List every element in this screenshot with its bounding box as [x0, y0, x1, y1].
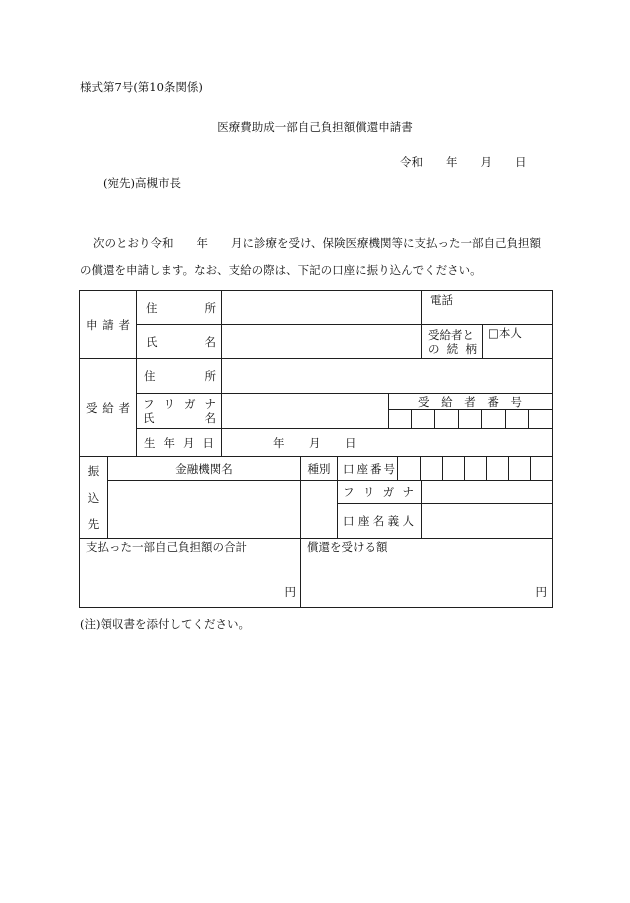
label-char: 受: [86, 400, 98, 415]
applicant-section-label: [86, 318, 130, 332]
label-char: リ: [163, 397, 175, 411]
applicant-phone-label: 電話: [430, 293, 453, 307]
label-char: フ: [343, 485, 355, 499]
recipient-number-digit-box: [434, 409, 459, 429]
relationship-label-line-1: 受給者と: [428, 327, 474, 342]
bank-name-label: 金融機関名: [175, 461, 233, 476]
label-char: 氏: [146, 334, 158, 349]
applicant-address-label-cell: [136, 290, 222, 325]
total-paid-label: 支払った一部自己負担額の合計: [86, 540, 247, 554]
applicant-name-label-cell: [136, 324, 222, 359]
applicant-address-field: [221, 290, 422, 325]
recipient-name-label: [143, 411, 216, 425]
label-char: 号: [510, 394, 522, 409]
bank-transfer-section-cell: [79, 456, 108, 539]
label-char: 義: [387, 514, 400, 528]
account-number-digit-box: [530, 456, 553, 481]
account-number-digit-box: [464, 456, 487, 481]
label-char: フ: [143, 397, 155, 411]
recipient-name-label-cell: [136, 393, 222, 429]
bank-name-field: [107, 480, 301, 539]
account-type-field: [300, 480, 338, 539]
relationship-option-self: □本人: [488, 326, 522, 340]
recipient-name-field: [221, 393, 389, 429]
label-char: 住: [144, 369, 156, 383]
label-char: 口: [343, 461, 355, 476]
label-char: 座: [356, 461, 368, 476]
account-holder-label-cell: [337, 503, 422, 539]
recipient-number-digit-box: [481, 409, 506, 429]
recipient-number-digit-box: [388, 409, 412, 429]
label-char: ガ: [382, 485, 395, 499]
relationship-label-line-2: [428, 342, 477, 356]
label-char: 給: [441, 394, 453, 409]
recipient-address-field: [221, 358, 553, 394]
label-char: 人: [402, 514, 414, 528]
applicant-name-field: [221, 324, 422, 359]
application-date: 令和 年 月 日: [400, 155, 527, 169]
birthdate-units: 年 月 日: [273, 435, 357, 450]
reimbursement-label: 償還を受ける額: [307, 540, 388, 554]
form-title: 医療費助成一部自己負担額償還申請書: [217, 120, 413, 134]
recipient-furigana-label: [143, 397, 216, 411]
applicant-phone-cell: [421, 290, 553, 325]
recipient-section-label: [86, 401, 130, 415]
label-char: 申: [86, 317, 98, 332]
label-char: 番: [370, 461, 382, 476]
birthdate-label-cell: [136, 428, 222, 457]
attachment-note: (注)領収書を添付してください。: [80, 617, 250, 631]
label-char: 住: [146, 300, 158, 315]
recipient-address-label: [144, 369, 216, 383]
label-char: 振: [87, 464, 100, 478]
label-char: 所: [204, 369, 216, 383]
label-char: リ: [362, 485, 375, 499]
account-number-digit-box: [486, 456, 509, 481]
label-char: 座: [357, 514, 370, 528]
label-char: 先: [87, 517, 100, 531]
total-paid-unit: 円: [284, 585, 296, 599]
birthdate-field: [221, 428, 553, 457]
label-char: 日: [202, 435, 214, 450]
label-char: 番: [487, 394, 499, 409]
applicant-name-label: [146, 335, 216, 349]
bank-name-header-cell: [107, 456, 301, 481]
label-char: 続: [446, 341, 459, 356]
account-number-digit-box: [442, 456, 465, 481]
bank-transfer-section-label: [80, 464, 107, 531]
label-char: 者: [118, 317, 130, 332]
label-char: 氏: [143, 411, 155, 425]
recipient-address-label-cell: [136, 358, 222, 394]
account-number-digit-box: [397, 456, 421, 481]
recipient-number-header-cell: [388, 393, 553, 410]
label-char: 所: [204, 300, 216, 315]
relationship-option-cell: [482, 324, 553, 359]
total-paid-cell: [79, 538, 301, 608]
label-char: 名: [204, 411, 216, 425]
label-char: 給: [102, 400, 114, 415]
account-furigana-field: [421, 480, 553, 504]
account-number-digit-box: [508, 456, 531, 481]
account-furigana-label: [343, 485, 414, 499]
account-number-label: [343, 462, 395, 476]
label-char: ガ: [184, 397, 196, 411]
account-holder-label: [343, 514, 414, 528]
account-number-digit-box: [420, 456, 443, 481]
label-char: 込: [87, 490, 100, 505]
label-char: ナ: [402, 485, 414, 499]
label-char: 受: [418, 394, 430, 409]
label-char: ナ: [204, 397, 216, 411]
reimbursement-unit: 円: [535, 585, 547, 599]
relationship-label-cell: [421, 324, 483, 359]
recipient-section-cell: [79, 358, 137, 457]
applicant-section-cell: [79, 290, 137, 359]
label-char: 名: [372, 514, 385, 528]
label-char: 請: [102, 317, 114, 332]
birthdate-label: [144, 436, 214, 450]
addressee: (宛先)高槻市長: [103, 176, 181, 190]
label-char: の: [428, 341, 440, 356]
applicant-address-label: [146, 301, 216, 315]
body-text-line-2: の償還を申請します。なお、支給の際は、下記の口座に振り込んでください。: [80, 263, 482, 277]
recipient-number-digit-box: [528, 409, 553, 429]
account-number-header-cell: [337, 456, 398, 481]
recipient-number-digit-box: [411, 409, 435, 429]
account-holder-field: [421, 503, 553, 539]
recipient-number-digit-box: [505, 409, 529, 429]
account-type-label: 種別: [307, 461, 331, 476]
label-char: 号: [383, 461, 395, 476]
recipient-number-digit-box: [458, 409, 482, 429]
label-char: 口: [343, 514, 355, 528]
label-char: 柄: [465, 341, 477, 356]
account-type-header-cell: [300, 456, 338, 481]
account-furigana-label-cell: [337, 480, 422, 504]
label-char: 者: [464, 394, 476, 409]
body-text-line-1: 次のとおり令和 年 月に診療を受け、保険医療機関等に支払った一部自己負担額: [93, 236, 542, 250]
label-char: 者: [118, 400, 130, 415]
label-char: 月: [183, 435, 195, 450]
label-char: 年: [163, 435, 175, 450]
label-char: 名: [204, 334, 216, 349]
label-char: 生: [144, 435, 156, 450]
form-number: 様式第7号(第10条関係): [80, 80, 203, 94]
reimbursement-cell: [300, 538, 553, 608]
recipient-number-label: [418, 395, 522, 409]
